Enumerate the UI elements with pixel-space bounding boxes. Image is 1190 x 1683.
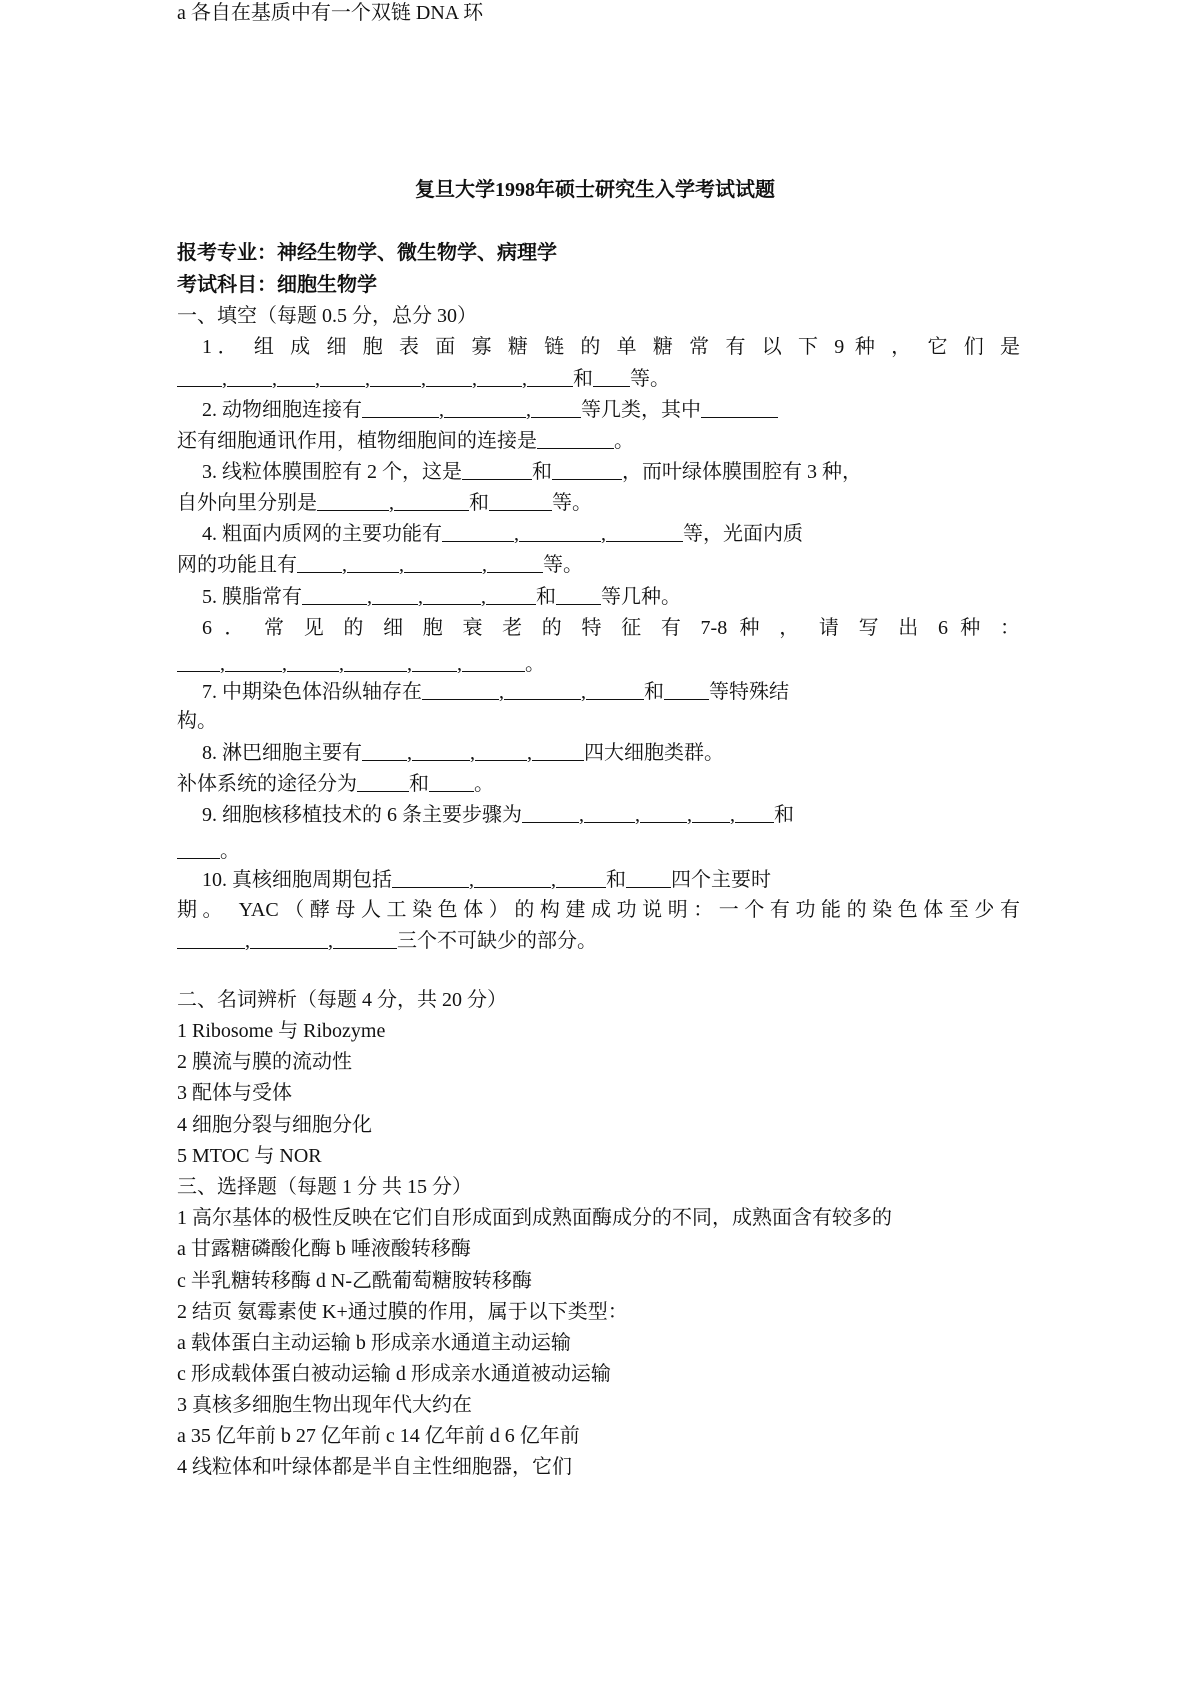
text-segment: 和 xyxy=(532,461,552,483)
text-segment: 10. 真核细胞周期包括 xyxy=(202,869,392,891)
text-segment: 5. 膜脂常有 xyxy=(202,586,302,608)
line-q6b xyxy=(177,651,1020,677)
text-segment: 2 膜流与膜的流动性 xyxy=(177,1051,352,1073)
line-q3b xyxy=(177,490,1020,516)
fill-in-blank xyxy=(442,521,514,542)
fill-in-blank xyxy=(422,679,499,700)
fill-in-blank xyxy=(519,521,601,542)
text-segment: a 甘露糖磷酸化酶 b 唾液酸转移酶 xyxy=(177,1238,471,1260)
fill-in-blank xyxy=(392,867,469,888)
text-segment: , xyxy=(499,681,504,703)
text-segment: , xyxy=(282,653,287,675)
line-q4b xyxy=(177,552,1020,578)
text-segment: 考试科目：细胞生物学 xyxy=(177,274,377,296)
text-segment: , xyxy=(421,368,426,390)
fill-in-blank xyxy=(640,802,687,823)
line-major xyxy=(177,240,1020,266)
fill-in-blank xyxy=(584,802,635,823)
text-segment: , xyxy=(399,554,404,576)
line-q6a xyxy=(177,615,1020,641)
fill-in-blank xyxy=(177,651,220,672)
text-segment: 。 xyxy=(474,773,494,795)
text-segment: , xyxy=(220,653,225,675)
fill-in-blank xyxy=(489,490,552,511)
fill-in-blank xyxy=(297,552,342,573)
fill-in-blank xyxy=(302,584,367,605)
line-q1a xyxy=(177,334,1020,360)
line-q5 xyxy=(177,584,1020,610)
line-t2 xyxy=(177,1049,1020,1075)
text-segment: 和 xyxy=(644,681,664,703)
text-segment: 2. 动物细胞连接有 xyxy=(202,399,362,421)
fill-in-blank xyxy=(606,521,683,542)
line-t3 xyxy=(177,1080,1020,1106)
text-segment: 自外向里分别是 xyxy=(177,492,317,514)
text-segment: c 半乳糖转移酶 d N-乙酰葡萄糖胺转移酶 xyxy=(177,1270,532,1292)
line-c4a xyxy=(177,0,1020,26)
fill-in-blank xyxy=(177,366,222,387)
text-segment: 一、填空（每题 0.5 分，总分 30） xyxy=(177,305,477,327)
fill-in-blank xyxy=(701,397,778,418)
text-segment: 1 高尔基体的极性反映在它们自形成面到成熟面酶成分的不同，成熟面含有较多的 xyxy=(177,1207,892,1229)
text-segment: 。 xyxy=(614,430,634,452)
line-q8b xyxy=(177,771,1020,797)
line-q7b xyxy=(177,708,1020,734)
text-segment: 2 结页 氨霉素使 K+通过膜的作用，属于以下类型： xyxy=(177,1301,628,1323)
text-segment: , xyxy=(245,930,250,952)
fill-in-blank xyxy=(412,740,470,761)
line-t4 xyxy=(177,1112,1020,1138)
fill-in-blank xyxy=(362,397,439,418)
fill-in-blank xyxy=(477,366,522,387)
text-segment: 期。 YAC（酵母人工染色体）的构建成功说明：一个有功能的染色体至少有 xyxy=(177,899,1020,921)
fill-in-blank xyxy=(664,679,709,700)
line-q8a xyxy=(177,740,1020,766)
line-c1 xyxy=(177,1205,1020,1231)
line-q10b xyxy=(177,897,1020,923)
text-segment: , xyxy=(481,586,486,608)
line-q10c xyxy=(177,928,1020,954)
text-segment: , xyxy=(342,554,347,576)
text-segment: , xyxy=(687,804,692,826)
line-sec2 xyxy=(177,987,1020,1013)
text-segment: a 载体蛋白主动运输 b 形成亲水通道主动运输 xyxy=(177,1332,571,1354)
line-q4a xyxy=(177,521,1020,547)
line-q10a xyxy=(177,867,1020,893)
fill-in-blank xyxy=(692,802,730,823)
text-segment: , xyxy=(407,653,412,675)
line-t1 xyxy=(177,1018,1020,1044)
text-segment: 7. 中期染色体沿纵轴存在 xyxy=(202,681,422,703)
text-segment: 三个不可缺少的部分。 xyxy=(397,930,597,952)
fill-in-blank xyxy=(412,651,457,672)
line-t5 xyxy=(177,1143,1020,1169)
text-segment: , xyxy=(526,399,531,421)
text-segment: 和 xyxy=(774,804,794,826)
text-segment: 和 xyxy=(536,586,556,608)
text-segment: 二、名词辨析（每题 4 分，共 20 分） xyxy=(177,989,507,1011)
exam-title: 复旦大学1998年硕士研究生入学考试试题 xyxy=(415,179,775,201)
fill-in-blank xyxy=(370,366,421,387)
text-segment: 四个主要时 xyxy=(671,869,771,891)
fill-in-blank xyxy=(462,651,525,672)
text-segment: 四大细胞类群。 xyxy=(584,742,724,764)
text-segment: 5 MTOC 与 NOR xyxy=(177,1145,322,1167)
fill-in-blank xyxy=(426,366,472,387)
text-segment: , xyxy=(635,804,640,826)
text-segment: 和 xyxy=(573,368,593,390)
text-segment: 等。 xyxy=(630,368,670,390)
text-segment: , xyxy=(470,742,475,764)
fill-in-blank xyxy=(586,679,644,700)
fill-in-blank xyxy=(486,584,536,605)
text-segment: , xyxy=(367,586,372,608)
fill-in-blank xyxy=(357,771,409,792)
text-segment: 6 ． 常 见 的 细 胞 衰 老 的 特 征 有 7-8 种 ， 请 写 出 6 种 ： xyxy=(202,617,1020,639)
text-segment: , xyxy=(418,586,423,608)
text-segment: , xyxy=(315,368,320,390)
fill-in-blank xyxy=(250,928,328,949)
text-segment: 网的功能且有 xyxy=(177,554,297,576)
text-segment: 3 配体与受体 xyxy=(177,1082,292,1104)
text-segment: 4 线粒体和叶绿体都是半自主性细胞器，它们 xyxy=(177,1456,572,1478)
line-q7a xyxy=(177,679,1020,705)
line-sec3 xyxy=(177,1174,1020,1200)
line-c4 xyxy=(177,1454,1020,1480)
text-segment: ，而叶绿体膜围腔有 3 种， xyxy=(622,461,862,483)
fill-in-blank xyxy=(527,366,573,387)
fill-in-blank xyxy=(333,928,397,949)
fill-in-blank xyxy=(735,802,774,823)
fill-in-blank xyxy=(626,867,671,888)
text-segment: 4 细胞分裂与细胞分化 xyxy=(177,1114,372,1136)
line-subject xyxy=(177,272,1020,298)
fill-in-blank xyxy=(556,867,606,888)
fill-in-blank xyxy=(317,490,389,511)
line-c2ab xyxy=(177,1330,1020,1356)
text-segment: , xyxy=(730,804,735,826)
text-segment: 报考专业：神经生物学、微生物学、病理学 xyxy=(177,242,557,264)
fill-in-blank xyxy=(287,651,339,672)
text-segment: , xyxy=(527,742,532,764)
text-segment: , xyxy=(579,804,584,826)
fill-in-blank xyxy=(556,584,601,605)
line-c1ab xyxy=(177,1236,1020,1262)
text-segment: a 35 亿年前 b 27 亿年前 c 14 亿年前 d 6 亿年前 xyxy=(177,1425,580,1447)
fill-in-blank xyxy=(532,740,584,761)
fill-in-blank xyxy=(474,867,551,888)
text-segment: 和 xyxy=(606,869,626,891)
text-segment: 9. 细胞核移植技术的 6 条主要步骤为 xyxy=(202,804,522,826)
fill-in-blank xyxy=(372,584,418,605)
line-q3a xyxy=(177,459,1020,485)
line-q2b xyxy=(177,428,1020,454)
fill-in-blank xyxy=(177,838,220,859)
text-segment: 和 xyxy=(469,492,489,514)
line-q9a xyxy=(177,802,1020,828)
fill-in-blank xyxy=(225,651,282,672)
text-segment: 。 xyxy=(220,840,240,862)
text-segment: 等特殊结 xyxy=(709,681,789,703)
text-segment: , xyxy=(482,554,487,576)
text-segment: , xyxy=(339,653,344,675)
fill-in-blank xyxy=(475,740,527,761)
text-segment: 1． 组 成 细 胞 表 面 寡 糖 链 的 单 糖 常 有 以 下 9 种 ， 它 们 是 xyxy=(202,336,1020,358)
fill-in-blank xyxy=(487,552,543,573)
line-c1cd xyxy=(177,1268,1020,1294)
text-segment: , xyxy=(472,368,477,390)
fill-in-blank xyxy=(227,366,272,387)
text-segment: 三、选择题（每题 1 分 共 15 分） xyxy=(177,1176,472,1198)
text-segment: , xyxy=(469,869,474,891)
text-segment: 构。 xyxy=(177,710,217,732)
line-sec1 xyxy=(177,303,1020,329)
fill-in-blank xyxy=(320,366,365,387)
line-q9b xyxy=(177,838,1020,864)
text-segment: , xyxy=(551,869,556,891)
text-segment: , xyxy=(601,523,606,545)
fill-in-blank xyxy=(423,584,481,605)
text-segment: , xyxy=(365,368,370,390)
fill-in-blank xyxy=(537,428,614,449)
text-segment: 3 真核多细胞生物出现年代大约在 xyxy=(177,1394,472,1416)
line-c3 xyxy=(177,1392,1020,1418)
fill-in-blank xyxy=(462,459,532,480)
text-segment: 1 Ribosome 与 Ribozyme xyxy=(177,1020,386,1042)
fill-in-blank xyxy=(444,397,526,418)
text-segment: 3. 线粒体膜围腔有 2 个，这是 xyxy=(202,461,462,483)
line-c2cd xyxy=(177,1361,1020,1387)
text-segment: 还有细胞通讯作用，植物细胞间的连接是 xyxy=(177,430,537,452)
fill-in-blank xyxy=(404,552,482,573)
line-q2a xyxy=(177,397,1020,423)
text-segment: a 各自在基质中有一个双链 DNA 环 xyxy=(177,2,484,24)
text-segment: 。 xyxy=(525,653,545,675)
text-segment: , xyxy=(272,368,277,390)
fill-in-blank xyxy=(362,740,407,761)
fill-in-blank xyxy=(177,928,245,949)
text-segment: 和 xyxy=(409,773,429,795)
text-segment: 等几类，其中 xyxy=(581,399,701,421)
fill-in-blank xyxy=(593,366,630,387)
text-segment: , xyxy=(457,653,462,675)
text-segment: , xyxy=(522,368,527,390)
text-segment: c 形成载体蛋白被动运输 d 形成亲水通道被动运输 xyxy=(177,1363,611,1385)
text-segment: , xyxy=(581,681,586,703)
fill-in-blank xyxy=(531,397,581,418)
text-segment: , xyxy=(439,399,444,421)
text-segment: 等几种。 xyxy=(601,586,681,608)
text-segment: 补体系统的途径分为 xyxy=(177,773,357,795)
text-segment: 等。 xyxy=(552,492,592,514)
text-segment: , xyxy=(222,368,227,390)
text-segment: 等。 xyxy=(543,554,583,576)
fill-in-blank xyxy=(522,802,579,823)
fill-in-blank xyxy=(347,552,399,573)
text-segment: , xyxy=(514,523,519,545)
text-segment: , xyxy=(389,492,394,514)
text-segment: 等，光面内质 xyxy=(683,523,803,545)
fill-in-blank xyxy=(504,679,581,700)
text-segment: 8. 淋巴细胞主要有 xyxy=(202,742,362,764)
line-c3opts xyxy=(177,1423,1020,1449)
text-segment: , xyxy=(328,930,333,952)
text-segment: , xyxy=(407,742,412,764)
fill-in-blank xyxy=(344,651,407,672)
fill-in-blank xyxy=(552,459,622,480)
fill-in-blank xyxy=(429,771,474,792)
fill-in-blank xyxy=(394,490,469,511)
line-q1b xyxy=(177,366,1020,392)
line-c2 xyxy=(177,1299,1020,1325)
text-segment: 4. 粗面内质网的主要功能有 xyxy=(202,523,442,545)
fill-in-blank xyxy=(277,366,315,387)
